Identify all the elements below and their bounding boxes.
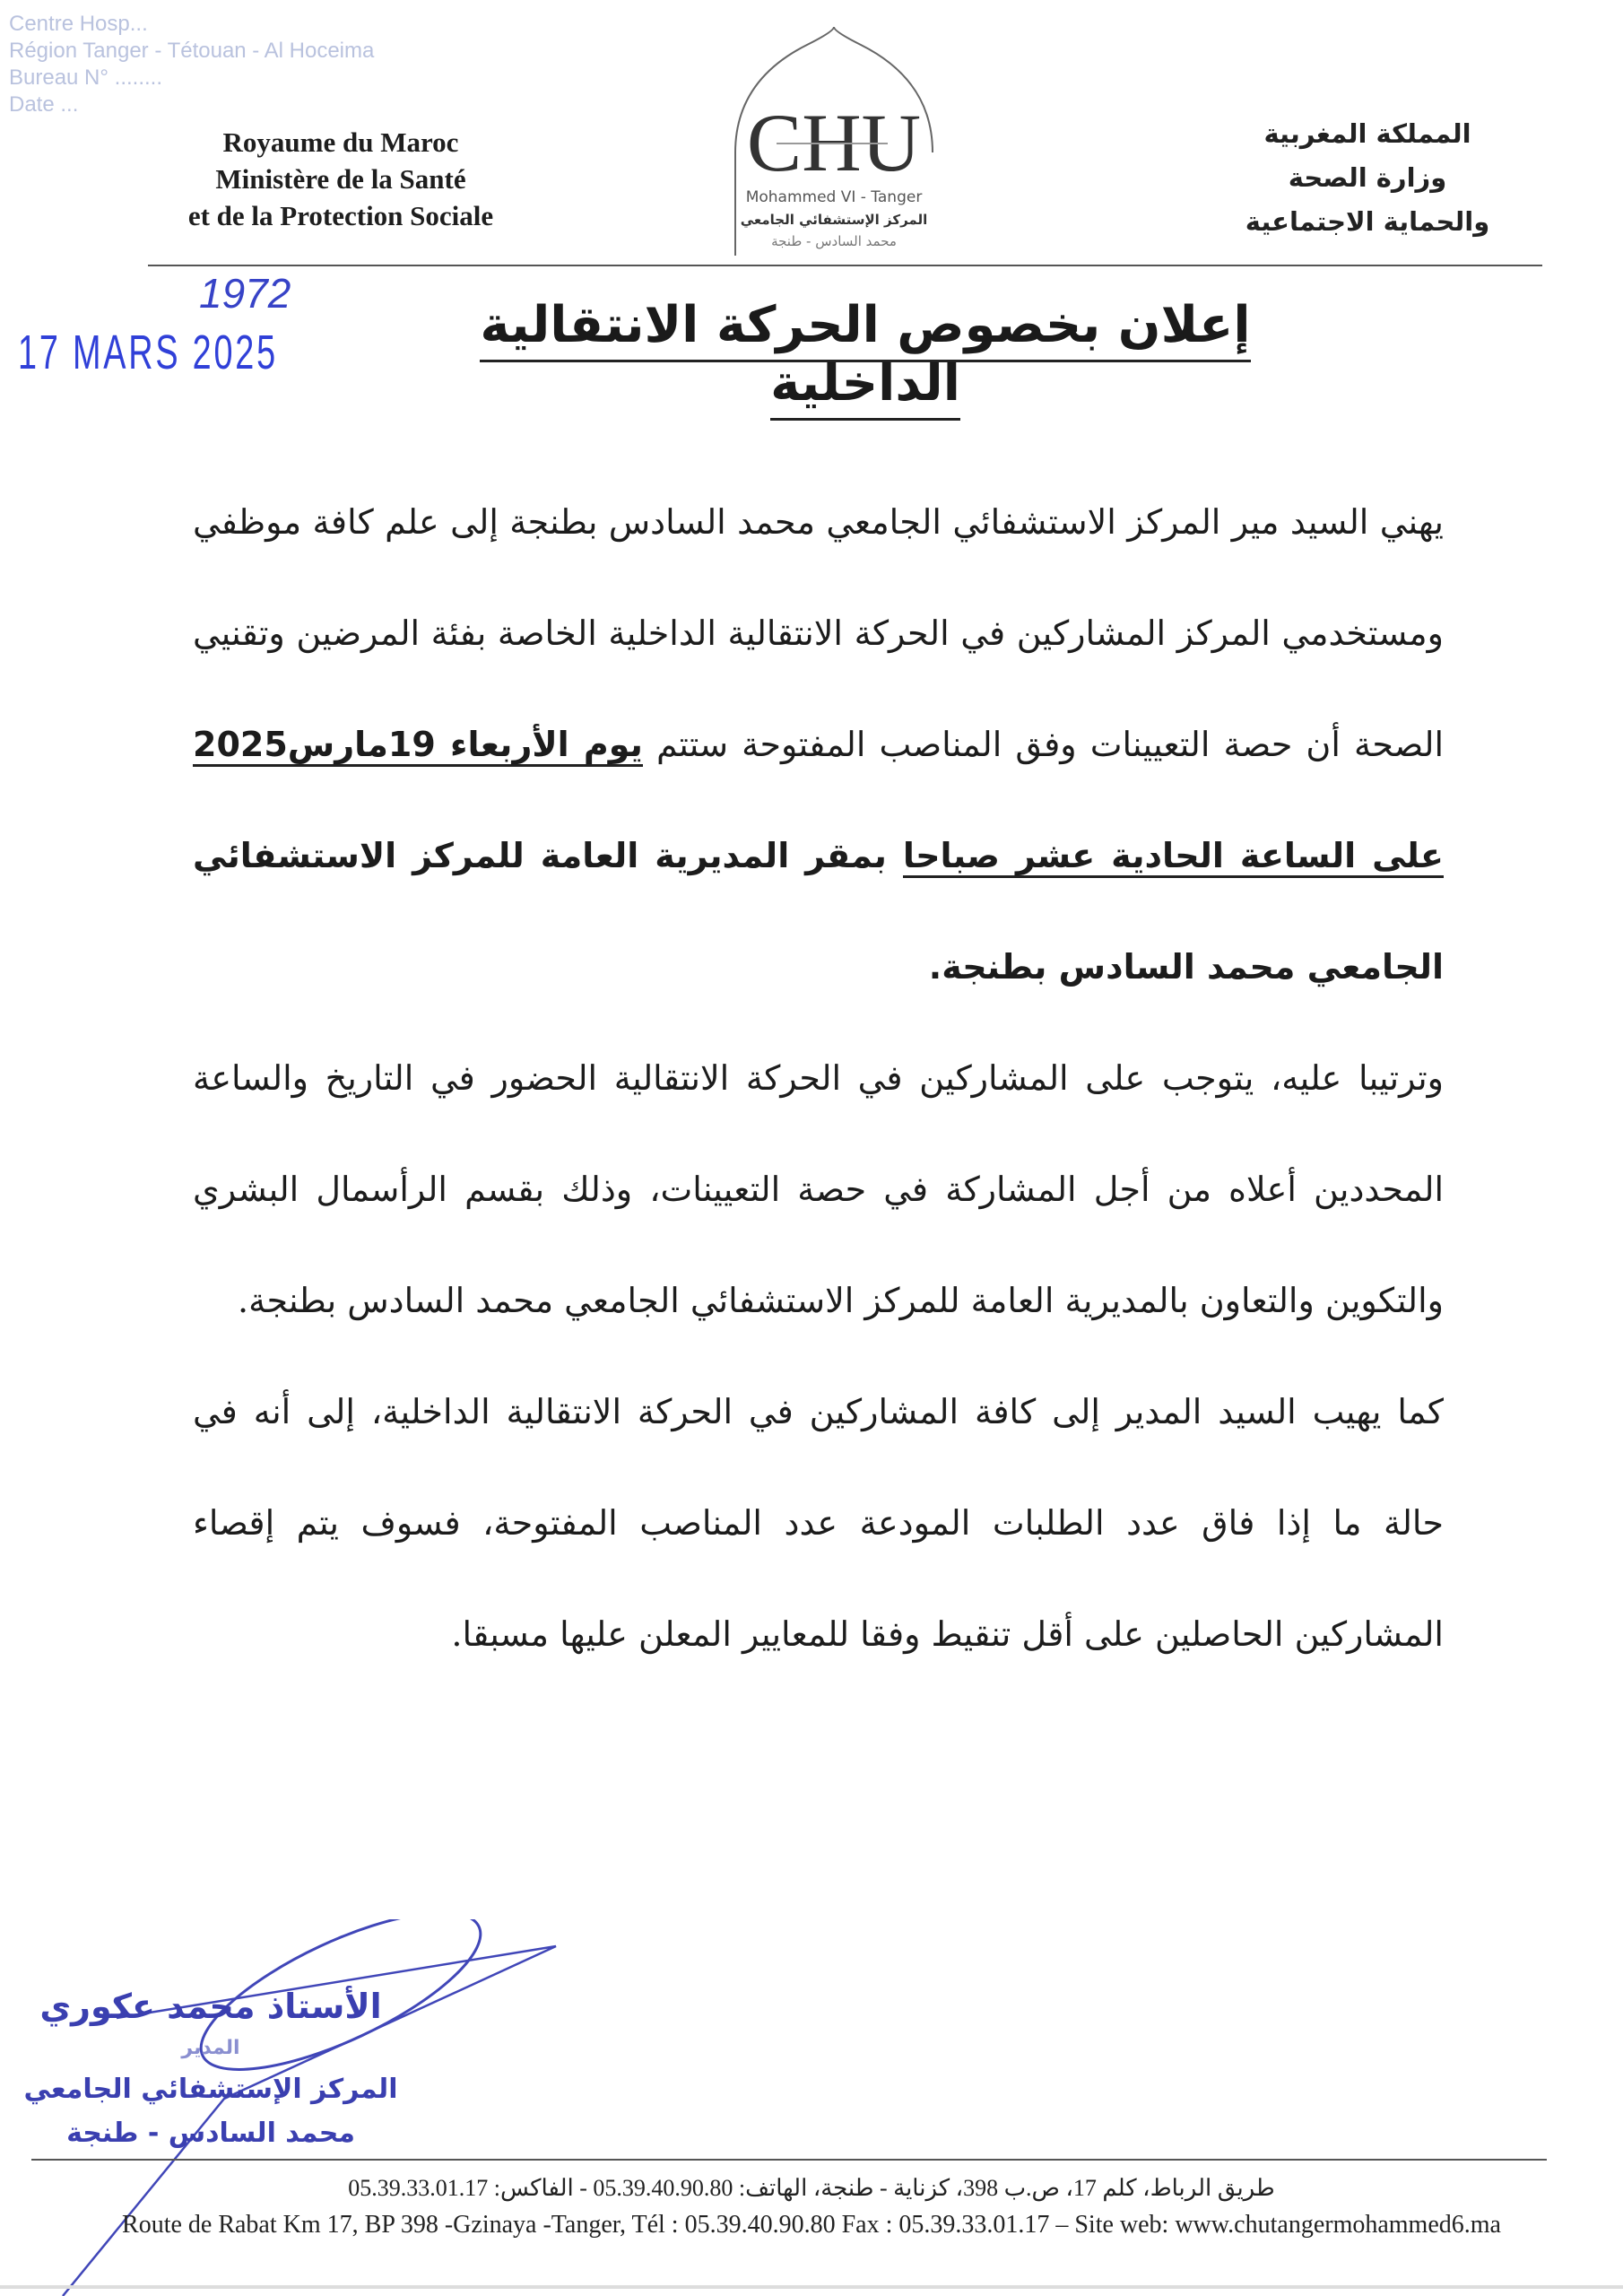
logo-ar-line1: المركز الإستشفائي الجامعي bbox=[740, 212, 928, 228]
header-ar-line: المملكة المغربية bbox=[1263, 118, 1471, 149]
header-fr-line: et de la Protection Sociale bbox=[187, 200, 494, 231]
paragraph-2: وترتيبا عليه، يتوجب على المشاركين في الحركة الانتقالية الحضور في التاريخ والساعة المحددين أعلاه من أجل المشاركة في حصة التعيينات، وذلك بقسم الرأسمال البشري والتكوين والتعاون بالمديرية العامة للمركز الاستشفائي الجامعي محمد السادس بطنجة. bbox=[193, 1058, 1444, 1320]
header-fr-line: Royaume du Maroc bbox=[222, 126, 459, 158]
stamp-date: 17 MARS 2025 bbox=[18, 326, 278, 379]
p1-text: يهني السيد مير المركز الاستشفائي الجامعي محمد السادس بطنجة إلى علم كافة موظفي ومستخدمي المركز المشاركين في الحركة الانتقالية الداخلية الخاصة بفئة المرضين وتقنيي الصحة أن حصة التعيينات وفق المناصب المفتوحة ستتم bbox=[193, 502, 1445, 764]
page-edge bbox=[0, 2285, 1623, 2289]
header-ar-line: والحماية الاجتماعية bbox=[1245, 206, 1490, 237]
signature-stamp bbox=[0, 1982, 421, 2154]
document-title bbox=[395, 296, 1336, 413]
signatory-org-city: محمد السادس - طنجة bbox=[66, 2118, 355, 2149]
signatory-role: المدير bbox=[181, 2037, 240, 2059]
logo-mark: CHU bbox=[746, 97, 922, 188]
stamp-line: Centre Hosp... bbox=[9, 12, 148, 36]
paragraph-3: كما يهيب السيد المدير إلى كافة المشاركين في الحركة الانتقالية الداخلية، إلى أنه في حالة ما إذا فاق عدد الطلبات المودعة عدد المناصب المفتوحة، فسوف يتم إقصاء المشاركين الحاصلين على أقل تنقيط وفقا للمعايير المعلن عليها مسبقا. bbox=[193, 1392, 1444, 1654]
header-divider bbox=[148, 265, 1542, 266]
reception-stamp bbox=[9, 11, 475, 118]
logo-subtitle: Mohammed VI - Tanger bbox=[745, 188, 923, 206]
meeting-place: بمقر المديرية العامة للمركز الاستشفائي الجامعي محمد السادس بطنجة. bbox=[193, 836, 1444, 987]
document-body bbox=[193, 466, 1444, 1690]
footer-divider bbox=[31, 2159, 1547, 2161]
title-text: إعلان بخصوص الحركة الانتقالية الداخلية bbox=[480, 296, 1250, 421]
chu-logo bbox=[717, 27, 950, 260]
meeting-time: على الساعة الحادية عشر صباحا bbox=[903, 836, 1444, 878]
signatory-org: المركز الإستشفائي الجامعي bbox=[23, 2074, 398, 2105]
header-french bbox=[135, 124, 547, 234]
header-ar-line: وزارة الصحة bbox=[1288, 162, 1447, 193]
meeting-date: يوم الأربعاء 19مارس2025 bbox=[193, 725, 643, 767]
logo-ar-line2: محمد السادس - طنجة bbox=[771, 233, 897, 249]
header-fr-line: Ministère de la Santé bbox=[215, 163, 466, 195]
header-arabic bbox=[1219, 112, 1515, 244]
footer-address-fr: Route de Rabat Km 17, BP 398 -Gzinaya -Tanger, Tél : 05.39.40.90.80 Fax : 05.39.33.01.17 – Site web: www.chutangermohammed6.ma bbox=[122, 2211, 1501, 2239]
paragraph-1 bbox=[193, 466, 1444, 1022]
stamp-line: Bureau N° ........ bbox=[9, 65, 162, 90]
stamp-line: Région Tanger - Tétouan - Al Hoceima bbox=[9, 39, 375, 63]
stamp-line: Date ... bbox=[9, 92, 79, 117]
signatory-name: الأستاذ محمد عكوري bbox=[39, 1987, 382, 2026]
stamp-number: 1972 bbox=[199, 270, 291, 317]
footer-address-ar: طريق الرباط، كلم 17، ص.ب 398، كزناية - طنجة، الهاتف: 05.39.40.90.80 - الفاكس: 05.39.33.01.17 bbox=[348, 2175, 1275, 2201]
